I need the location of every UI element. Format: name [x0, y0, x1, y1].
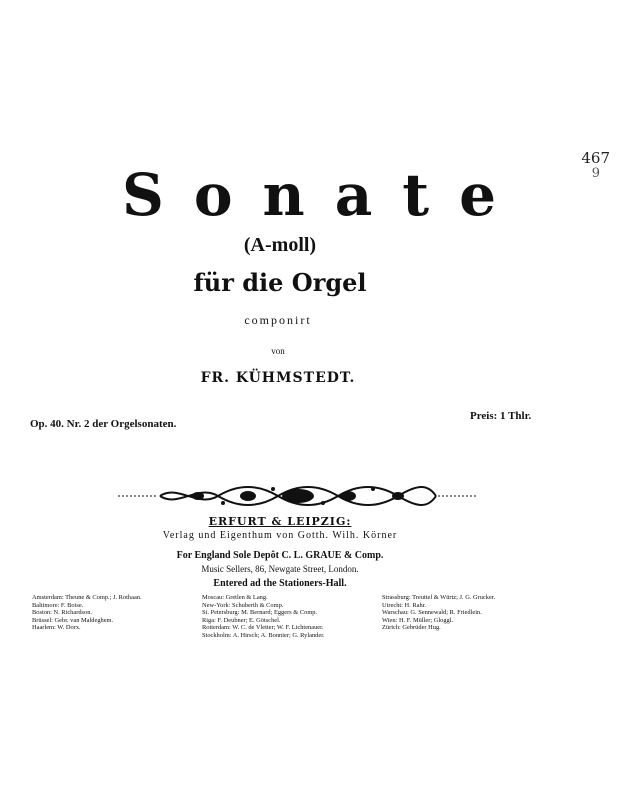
- agent-entry: Wien: H. F. Müller; Gloggl.: [382, 616, 454, 624]
- imprint-city: ERFURT & LEIPZIG:: [208, 515, 352, 528]
- agent-entry: Brüssel: Gebr. van Maldeghem.: [32, 616, 114, 624]
- shelfmark-sub: 9: [591, 166, 600, 181]
- agent-entry: Baltimore: F. Boise.: [32, 601, 84, 609]
- key-signature: (A-moll): [243, 234, 317, 256]
- agent-entry: Rotterdam: W. C. de Vletter; W. F. Lichtenauer.: [202, 624, 324, 632]
- agents-column-1: [32, 594, 142, 632]
- agent-entry: Strassburg: Treuttel & Würtz; J. G. Grucker.: [382, 594, 496, 601]
- agent-entry: Warschau: G. Sennewald; R. Friedlein.: [382, 609, 482, 617]
- imprint-england-depot: For England Sole Depôt C. L. GRAUE & Comp.: [176, 550, 384, 561]
- agents-column-2: [202, 594, 325, 640]
- agents-column-3: [382, 594, 495, 632]
- agent-entry: St. Petersburg: M. Bernard; Eggers & Comp.: [202, 609, 318, 617]
- agent-entry: Stockholm: A. Hirsch; A. Bonnier; G. Rylander.: [202, 631, 325, 639]
- imprint-london-address: Music Sellers, 86, Newgate Street, London.: [201, 564, 359, 574]
- opus-number: Op. 40. Nr. 2 der Orgelsonaten.: [30, 418, 177, 430]
- subtitle: für die Orgel: [193, 268, 367, 297]
- ornament-divider-icon: [118, 484, 478, 508]
- agent-entry: Amsterdam: Theune & Comp.; J. Rothaan.: [32, 594, 142, 601]
- composer-name: FR. KÜHMSTEDT.: [200, 370, 356, 386]
- shelfmark-number: 467: [581, 149, 610, 167]
- agent-entry: Utrecht: H. Rahr.: [382, 601, 427, 609]
- agent-entry: Haarlem: W. Dorx.: [32, 624, 81, 632]
- imprint-publisher: Verlag und Eigenthum von Gotth. Wilh. Körner: [162, 530, 398, 541]
- agent-entry: Boston: N. Richardson.: [32, 609, 92, 617]
- price: Preis: 1 Thlr.: [470, 410, 532, 422]
- imprint-stationers-hall: Entered ad the Stationers-Hall.: [213, 578, 347, 589]
- agent-entry: Riga: F. Deubner; E. Götschel.: [202, 616, 281, 624]
- agent-entry: Zürich: Gebrüder Hug.: [382, 624, 441, 632]
- agent-entry: New-York: Schuberth & Comp.: [202, 601, 284, 609]
- von-text: von: [271, 346, 285, 356]
- main-title: Sonate: [121, 161, 526, 229]
- componirt-text: componirt: [244, 313, 312, 327]
- agent-entry: Moscau: Gretlen & Lang.: [202, 594, 268, 601]
